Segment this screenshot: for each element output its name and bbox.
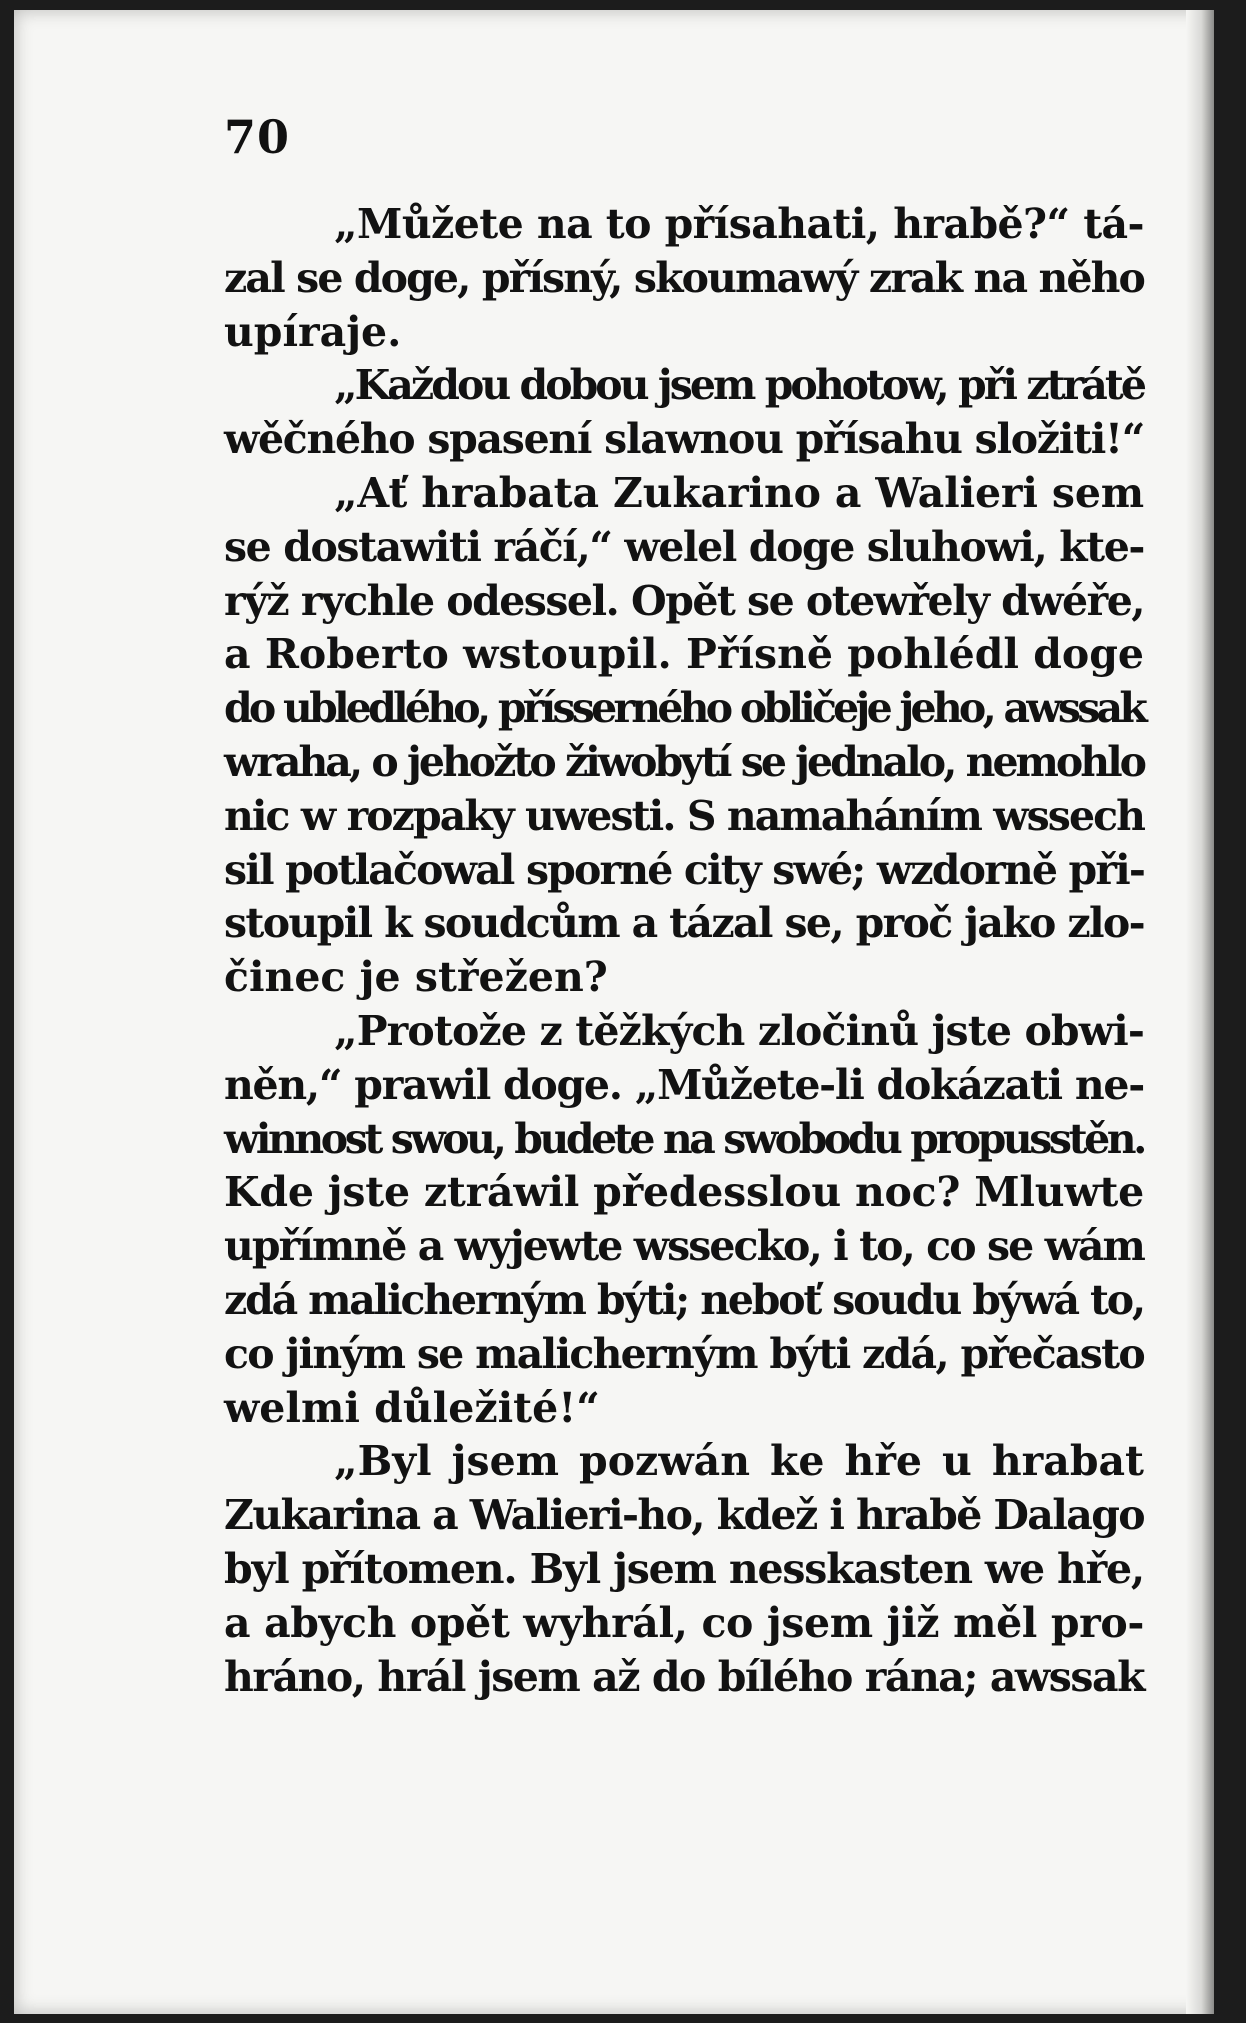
text-line: wěčného spasení slawnou přísahu složiti!“ bbox=[224, 415, 1144, 464]
text-line: něn,“ prawil doge. „Můžete-li dokázati ne- bbox=[224, 1060, 1144, 1109]
text-line: Kde jste ztráwil předesslou noc? Mluwte bbox=[224, 1168, 1144, 1217]
body-text bbox=[224, 198, 1144, 1704]
text-line: se dostawiti ráčí,“ welel doge sluhowi, kte- bbox=[224, 522, 1144, 571]
text-line: „Můžete na to přísahati, hrabě?“ tá- bbox=[334, 200, 1144, 248]
page-number: 70 bbox=[224, 110, 291, 164]
text-line: stoupil k soudcům a tázal se, proč jako zlo- bbox=[224, 899, 1144, 948]
text-line: upíraje. bbox=[224, 307, 402, 356]
text-line: zal se doge, přísný, skoumawý zrak na něho bbox=[224, 253, 1144, 302]
text-line: upřímně a wyjewte wssecko, i to, co se wám bbox=[224, 1222, 1144, 1271]
paragraph bbox=[224, 467, 1144, 1005]
paragraph bbox=[224, 198, 1144, 359]
text-line: zdá malicherným býti; neboť soudu býwá to, bbox=[224, 1275, 1144, 1324]
page-gutter-shadow bbox=[1186, 10, 1214, 2014]
text-line: Zukarina a Walieri-ho, kdež i hrabě Dalago bbox=[224, 1491, 1144, 1540]
text-line: činec je střežen? bbox=[224, 953, 608, 1002]
text-line: winnost swou, budete na swobodu propusstěn. bbox=[224, 1114, 1144, 1163]
text-line: co jiným se malicherným býti zdá, přečasto bbox=[224, 1329, 1144, 1378]
text-line: „Protože z těžkých zločinů jste obwi- bbox=[334, 1006, 1144, 1055]
text-line: a Roberto wstoupil. Přísně pohlédl doge bbox=[224, 630, 1144, 679]
paragraph bbox=[224, 1005, 1144, 1435]
book-page bbox=[14, 10, 1214, 2014]
text-line: „Byl jsem pozwán ke hře u hrabat bbox=[334, 1437, 1144, 1486]
text-line: wraha, o jehožto žiwobytí se jednalo, nemohlo bbox=[224, 737, 1144, 786]
text-line: byl přítomen. Byl jsem nesskasten we hře, bbox=[224, 1544, 1144, 1593]
text-line: rýž rychle odessel. Opět se otewřely dwéře, bbox=[224, 576, 1144, 625]
text-line: „Každou dobou jsem pohotow, při ztrátě bbox=[334, 361, 1144, 410]
paragraph bbox=[224, 359, 1144, 467]
text-line: welmi důležité!“ bbox=[224, 1383, 600, 1432]
text-line: „Ať hrabata Zukarino a Walieri sem bbox=[334, 468, 1144, 517]
text-line: a abych opět wyhrál, co jsem již měl pro- bbox=[224, 1598, 1144, 1647]
text-line: nic w rozpaky uwesti. S namaháním wssech bbox=[224, 791, 1144, 840]
text-line: do ubledlého, přísserného obličeje jeho, awssak bbox=[224, 684, 1144, 733]
text-line: sil potlačowal sporné city swé; wzdorně při- bbox=[224, 845, 1144, 894]
paragraph bbox=[224, 1435, 1144, 1704]
text-line: hráno, hrál jsem až do bílého rána; awssak bbox=[224, 1652, 1144, 1701]
